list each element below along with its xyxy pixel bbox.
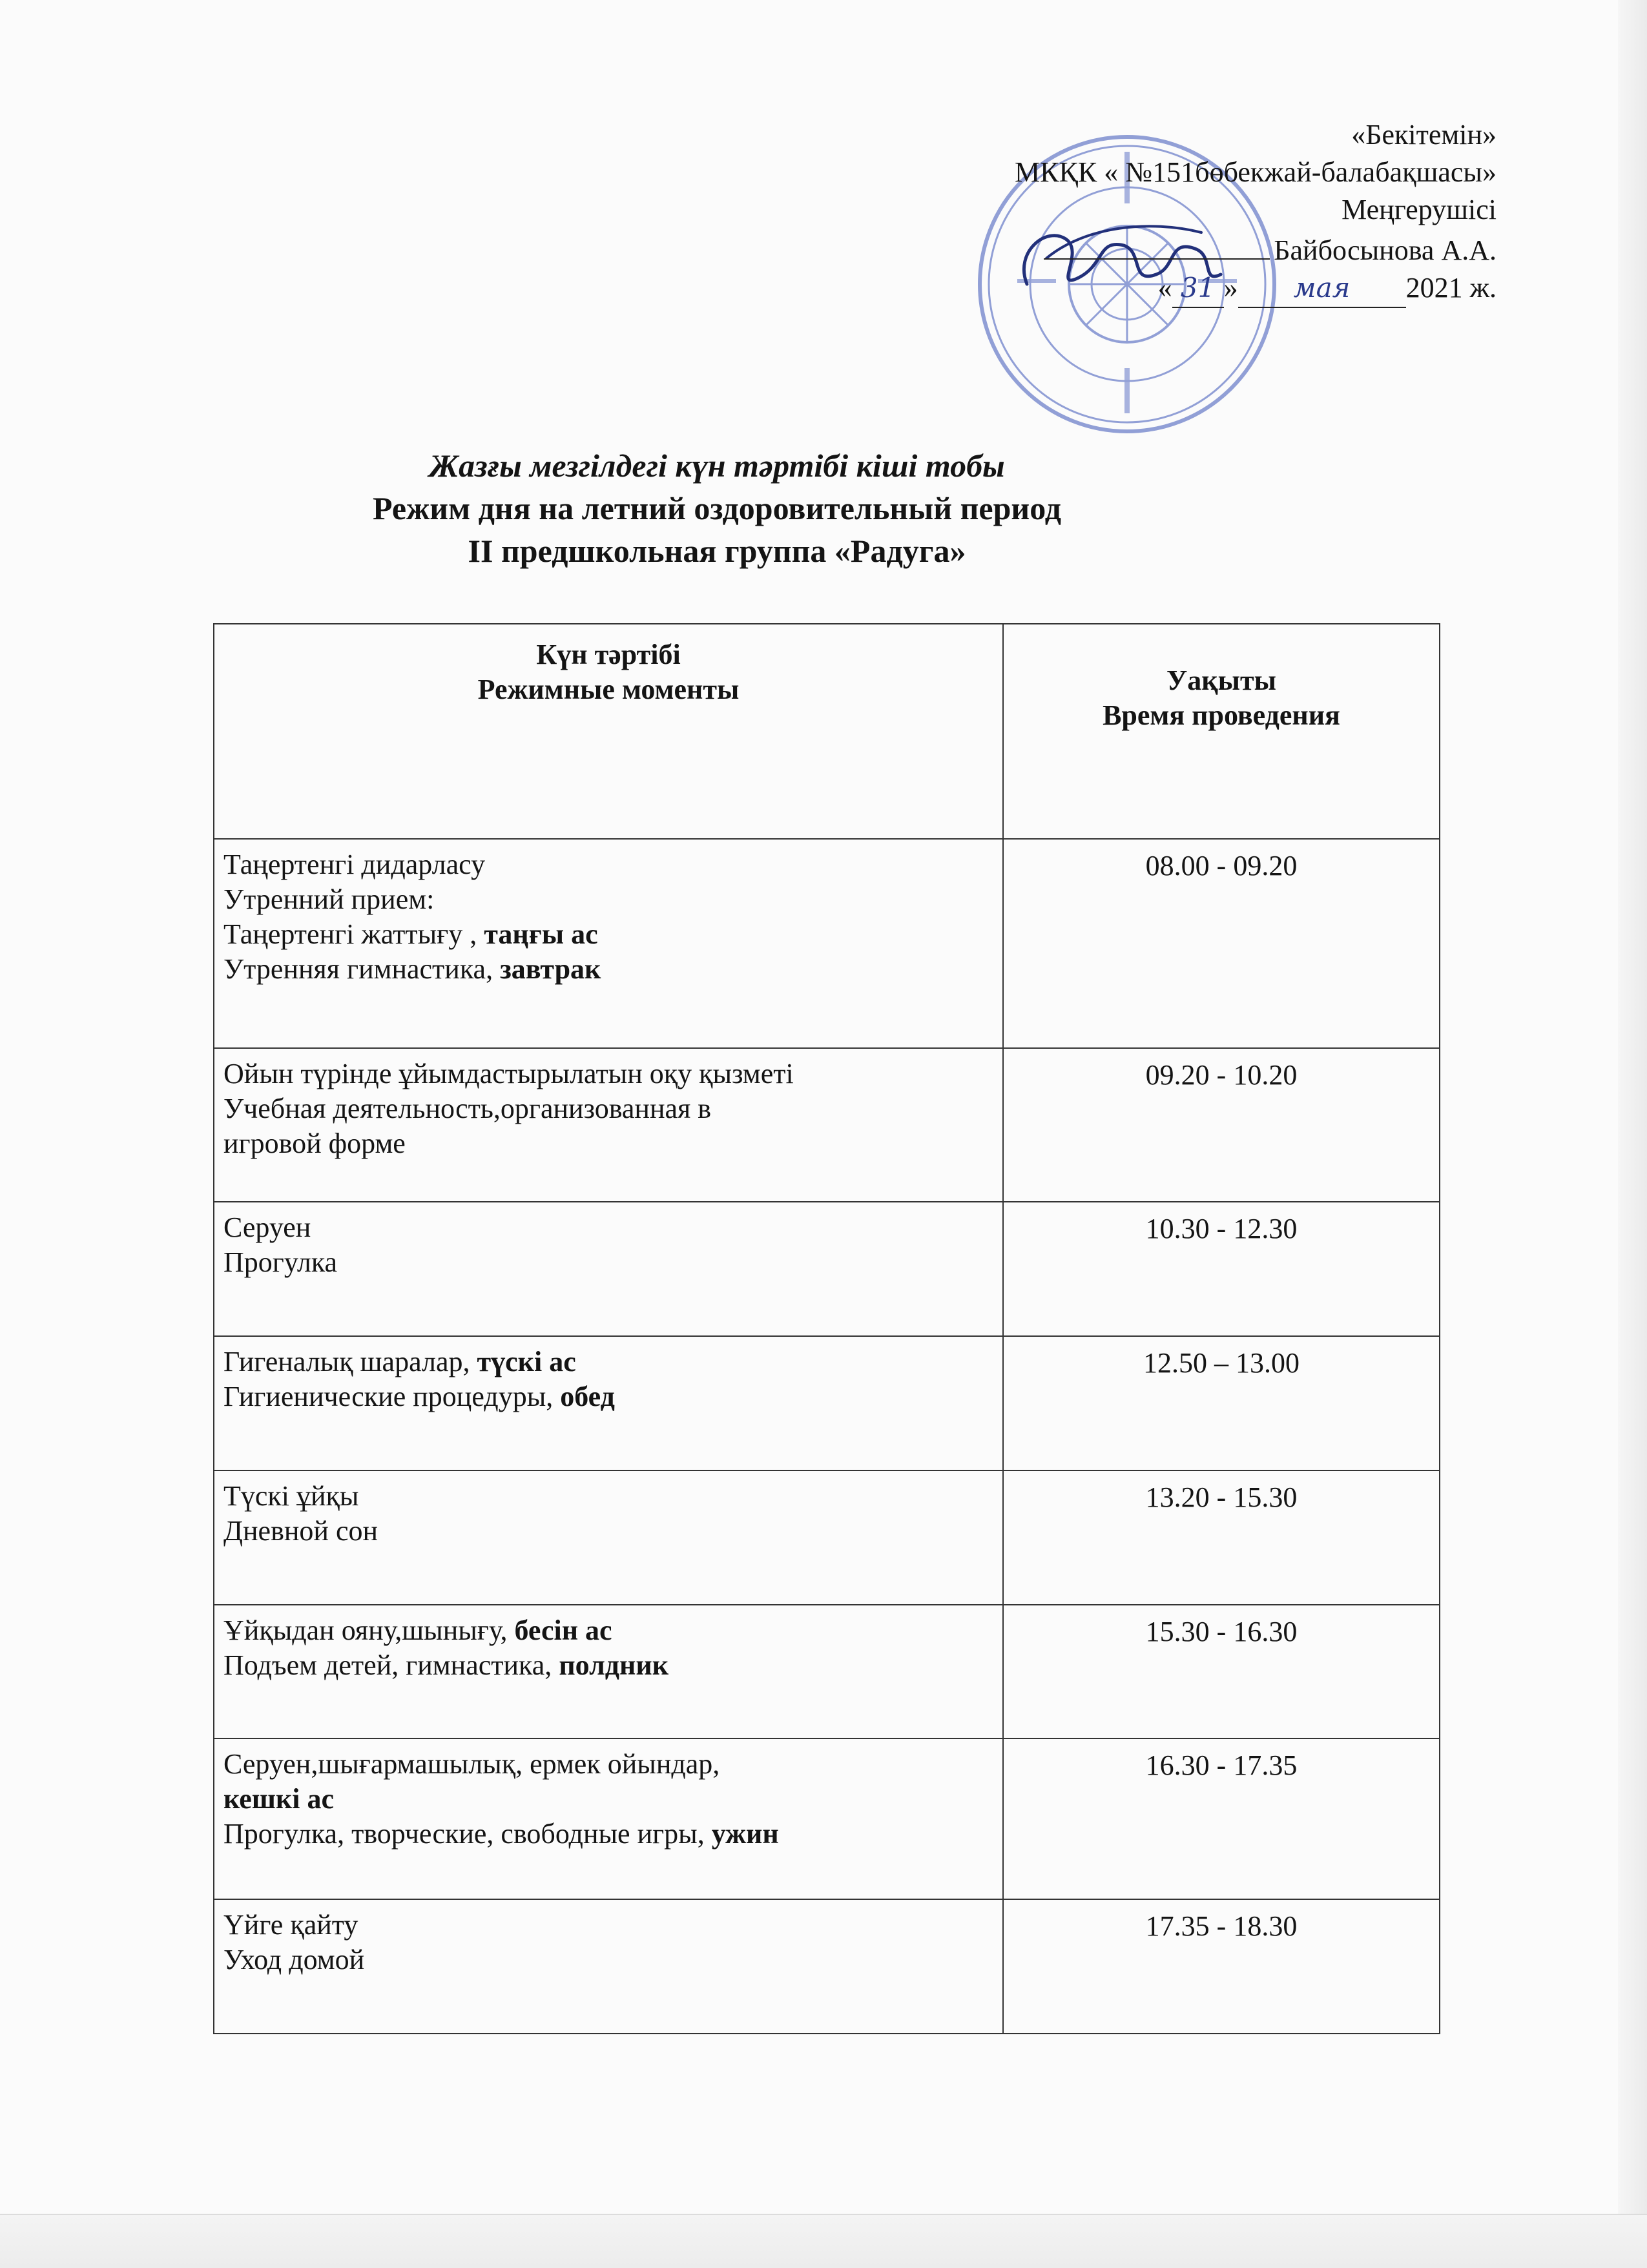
header-activity-ru: Режимные моменты	[477, 674, 740, 705]
activity-cell	[214, 1738, 1003, 1899]
date-day: 31	[1172, 269, 1224, 308]
activity-line	[223, 1747, 993, 1782]
approval-position: Меңгерушісі	[1341, 194, 1497, 225]
meal-label: обед	[560, 1381, 615, 1413]
activity-line	[223, 1943, 993, 1977]
table-row	[214, 1202, 1440, 1336]
activity-text: Прогулка	[223, 1246, 338, 1279]
activity-text: Дневной сон	[223, 1514, 378, 1547]
activity-text: Учебная деятельность,организованная в	[223, 1092, 712, 1124]
activity-text: Гигиенические процедуры,	[223, 1381, 561, 1413]
header-time	[1003, 624, 1440, 839]
title-group: II предшкольная группа «Радуга»	[468, 533, 966, 569]
title-russian: Режим дня на летний оздоровительный период	[372, 490, 1062, 526]
activity-cell	[214, 1336, 1003, 1470]
page-right-edge	[1618, 0, 1647, 2267]
approval-block	[592, 116, 1497, 308]
table-row	[214, 839, 1440, 1048]
activity-text: Ұйқыдан ояну,шынығу,	[223, 1614, 515, 1646]
time-cell: 10.30 - 12.30	[1003, 1202, 1440, 1336]
approval-heading: «Бекітемін»	[1351, 119, 1497, 150]
activity-line	[223, 1245, 993, 1280]
time-cell: 13.20 - 15.30	[1003, 1470, 1440, 1605]
activity-text: Үйге қайту	[223, 1909, 358, 1941]
activity-text: Ойын түрінде ұйымдастырылатын оқу қызметі	[223, 1057, 794, 1089]
activity-line	[223, 1648, 993, 1683]
activity-text: Гигеналық шаралар,	[223, 1346, 477, 1378]
activity-text: игровой форме	[223, 1127, 406, 1159]
time-cell: 12.50 – 13.00	[1003, 1336, 1440, 1470]
document-title	[213, 444, 1221, 572]
meal-label: түскі ас	[477, 1346, 576, 1378]
header-time-kz: Уақыты	[1166, 665, 1276, 696]
activity-text: Серуен,шығармашылық, ермек ойындар,	[223, 1748, 720, 1780]
time-cell: 16.30 - 17.35	[1003, 1738, 1440, 1899]
activity-text: Прогулка, творческие, свободные игры,	[223, 1818, 712, 1850]
activity-line	[223, 1091, 993, 1126]
activity-cell	[214, 1605, 1003, 1739]
activity-text: Серуен	[223, 1211, 311, 1244]
time-cell: 17.35 - 18.30	[1003, 1899, 1440, 2034]
activity-line	[223, 882, 993, 917]
meal-label: ужин	[711, 1818, 779, 1850]
activity-line	[223, 952, 993, 987]
date-year: 2021 ж.	[1405, 272, 1497, 304]
activity-line	[223, 1210, 993, 1245]
activity-text: Утренний прием:	[223, 883, 435, 915]
table-row	[214, 1336, 1440, 1470]
activity-cell	[214, 1048, 1003, 1202]
table-row	[214, 1605, 1440, 1739]
date-month: мая	[1238, 269, 1406, 308]
table-row	[214, 1899, 1440, 2034]
schedule-table	[213, 623, 1440, 2034]
activity-line	[223, 847, 993, 882]
table-row	[214, 1470, 1440, 1605]
activity-line	[223, 1126, 993, 1161]
signature-line	[1044, 229, 1270, 260]
meal-label: бесін ас	[514, 1614, 612, 1646]
activity-line	[223, 1782, 993, 1817]
approval-signer: Байбосынова А.А.	[1274, 234, 1497, 266]
activity-line	[223, 1479, 993, 1514]
approval-signer-line	[592, 229, 1497, 269]
page-bottom-edge	[0, 2214, 1647, 2268]
activity-text: Таңертенгі дидарласу	[223, 849, 486, 880]
activity-cell	[214, 1470, 1003, 1605]
time-cell: 09.20 - 10.20	[1003, 1048, 1440, 1202]
activity-cell	[214, 1899, 1003, 2034]
activity-line	[223, 917, 993, 952]
activity-text: Түскі ұйқы	[223, 1479, 359, 1512]
activity-line	[223, 1613, 993, 1648]
header-activity	[214, 624, 1003, 839]
time-cell: 08.00 - 09.20	[1003, 839, 1440, 1048]
activity-text: Утренняя гимнастика,	[223, 953, 501, 985]
meal-label: завтрак	[500, 953, 601, 985]
activity-line	[223, 1514, 993, 1549]
activity-line	[223, 1379, 993, 1414]
meal-label: полдник	[559, 1649, 669, 1681]
table-row	[214, 1738, 1440, 1899]
time-cell: 15.30 - 16.30	[1003, 1605, 1440, 1739]
schedule-body	[214, 839, 1440, 2034]
activity-line	[223, 1345, 993, 1379]
activity-line	[223, 1057, 993, 1091]
activity-line	[223, 1817, 993, 1851]
table-header-row	[214, 624, 1440, 839]
activity-text: Таңертенгі жаттығу ,	[223, 918, 484, 950]
activity-cell	[214, 839, 1003, 1048]
activity-cell	[214, 1202, 1003, 1336]
activity-text: Уход домой	[223, 1944, 365, 1976]
approval-institution: МКҚК « №151бөбекжай-балабақшасы»	[1015, 156, 1497, 188]
header-time-ru: Время проведения	[1103, 699, 1340, 731]
meal-label: таңғы ас	[484, 918, 598, 950]
table-row	[214, 1048, 1440, 1202]
activity-text: Подъем детей, гимнастика,	[223, 1649, 559, 1681]
meal-label: кешкі ас	[223, 1783, 335, 1815]
header-activity-kz: Күн тәртібі	[536, 639, 681, 670]
title-kazakh: Жазғы мезгілдегі күн тәртібі кіші тобы	[429, 448, 1005, 484]
approval-date: « 31 » мая 2021 ж.	[592, 269, 1497, 308]
activity-line	[223, 1908, 993, 1943]
